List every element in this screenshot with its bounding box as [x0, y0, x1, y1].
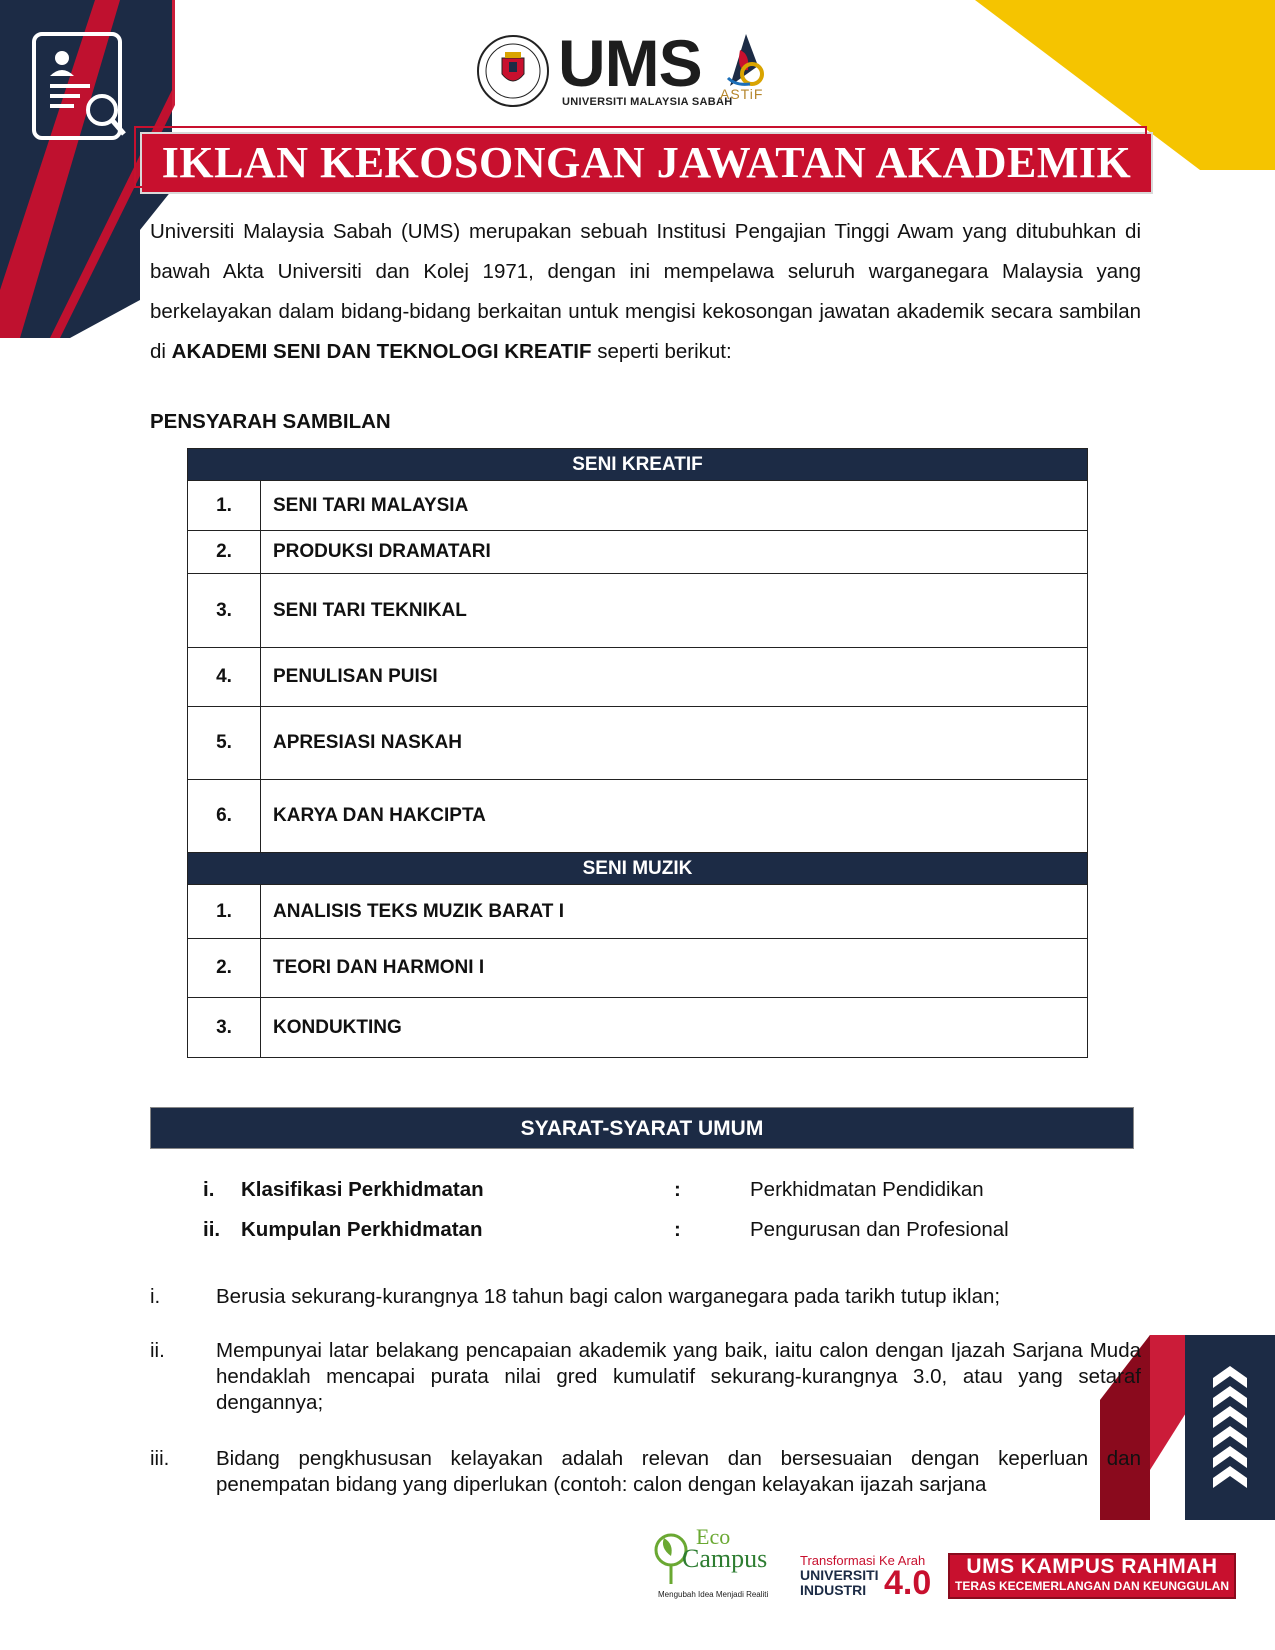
eco-tagline: Mengubah Idea Menjadi Realiti	[658, 1590, 769, 1599]
intro-highlight: AKADEMI SENI DAN TEKNOLOGI KREATIF	[171, 340, 592, 363]
classification-label: Klasifikasi Perkhidmatan	[241, 1178, 484, 1201]
table-row	[188, 531, 1088, 574]
classification-label: Kumpulan Perkhidmatan	[241, 1218, 483, 1241]
row-number: 1.	[188, 481, 261, 531]
table-row	[188, 574, 1088, 648]
course-name: APRESIASI NASKAH	[261, 707, 1088, 780]
resume-search-icon	[32, 32, 128, 142]
row-number: 1.	[188, 885, 261, 939]
transform-universiti: UNIVERSITI	[800, 1567, 879, 1583]
page-title: IKLAN KEKOSONGAN JAWATAN AKADEMIK	[161, 138, 1132, 187]
title-banner	[140, 132, 1153, 194]
requirement-text: Berusia sekurang-kurangnya 18 tahun bagi calon warganegara pada tarikh tutup iklan;	[216, 1285, 1001, 1308]
course-name: PENULISAN PUISI	[261, 648, 1088, 707]
industry-4-logo	[800, 1553, 940, 1602]
ums-fullname: UNIVERSITI MALAYSIA SABAH	[562, 96, 733, 108]
position-heading: PENSYARAH SAMBILAN	[150, 410, 391, 433]
course-name: TEORI DAN HARMONI I	[261, 939, 1088, 998]
table-row	[188, 648, 1088, 707]
transform-version: 4.0	[884, 1564, 932, 1602]
eco-word: Eco	[696, 1524, 731, 1549]
requirement-number: ii.	[150, 1339, 165, 1362]
table-row	[188, 481, 1088, 531]
row-number: 2.	[188, 531, 261, 574]
astif-wordmark: ASTiF	[720, 86, 764, 102]
intro-text: Universiti Malaysia Sabah (UMS) merupakan sebuah Institusi Pengajian Tinggi Awam yang ditubuhkan di bawah Akta Universiti dan Kolej 1971, dengan ini mempelawa seluruh warganegara Malaysia yang berkelayakan dalam bidang-bidang berkaitan untuk mengisi kekosongan jawatan akademik secara sambilan di	[150, 220, 1141, 363]
table-row	[188, 780, 1088, 853]
course-name: SENI TARI MALAYSIA	[261, 481, 1088, 531]
row-number: 3.	[188, 574, 261, 648]
classification-colon: :	[674, 1178, 681, 1201]
row-number: 2.	[188, 939, 261, 998]
classification-value: Perkhidmatan Pendidikan	[750, 1178, 984, 1201]
intro-paragraph	[150, 212, 1141, 372]
intro-text-end: seperti berikut:	[591, 340, 732, 363]
requirement-number: iii.	[150, 1447, 170, 1470]
course-name: ANALISIS TEKS MUZIK BARAT I	[261, 885, 1088, 939]
section-heading-seni-muzik: SENI MUZIK	[188, 853, 1088, 885]
row-number: 4.	[188, 648, 261, 707]
classification-value: Pengurusan dan Profesional	[750, 1218, 1009, 1241]
transform-industri: INDUSTRI	[800, 1582, 867, 1598]
course-name: PRODUKSI DRAMATARI	[261, 531, 1088, 574]
table-row	[188, 939, 1088, 998]
row-number: 6.	[188, 780, 261, 853]
campus-word: Campus	[682, 1544, 768, 1573]
eco-campus-logo	[652, 1526, 782, 1602]
course-name: KONDUKTING	[261, 998, 1088, 1058]
rahmah-title: UMS KAMPUS RAHMAH	[966, 1555, 1218, 1578]
transform-tagline: Transformasi Ke Arah	[800, 1553, 926, 1568]
requirement-text: Bidang pengkhususan kelayakan adalah relevan dan bersesuaian dengan keperluan dan penempatan bidang yang diperlukan (contoh: calon dengan kelayakan ijazah sarjana	[216, 1447, 1141, 1496]
classification-number: i.	[203, 1178, 215, 1201]
row-number: 5.	[188, 707, 261, 780]
rahmah-tagline: TERAS KECEMERLANGAN DAN KEUNGGULAN	[954, 1579, 1229, 1593]
course-name: SENI TARI TEKNIKAL	[261, 574, 1088, 648]
table-row	[188, 998, 1088, 1058]
kampus-rahmah-logo	[948, 1553, 1236, 1599]
table-row	[188, 707, 1088, 780]
row-number: 3.	[188, 998, 261, 1058]
course-table	[187, 448, 1088, 1058]
ums-seal-logo	[476, 34, 550, 108]
section-heading-seni-kreatif: SENI KREATIF	[188, 449, 1088, 481]
table-row	[188, 885, 1088, 939]
classification-number: ii.	[203, 1218, 221, 1241]
classification-colon: :	[674, 1218, 681, 1241]
course-name: KARYA DAN HAKCIPTA	[261, 780, 1088, 853]
general-requirements-heading: SYARAT-SYARAT UMUM	[150, 1107, 1134, 1149]
ums-wordmark: UMS	[558, 26, 702, 100]
requirement-number: i.	[150, 1285, 161, 1308]
requirement-text: Mempunyai latar belakang pencapaian akademik yang baik, iaitu calon dengan Ijazah Sarjana Muda hendaklah mencapai purata nilai gred kumulatif sekurang-kurangnya 3.0, atau yang setaraf dengannya;	[216, 1339, 1141, 1414]
